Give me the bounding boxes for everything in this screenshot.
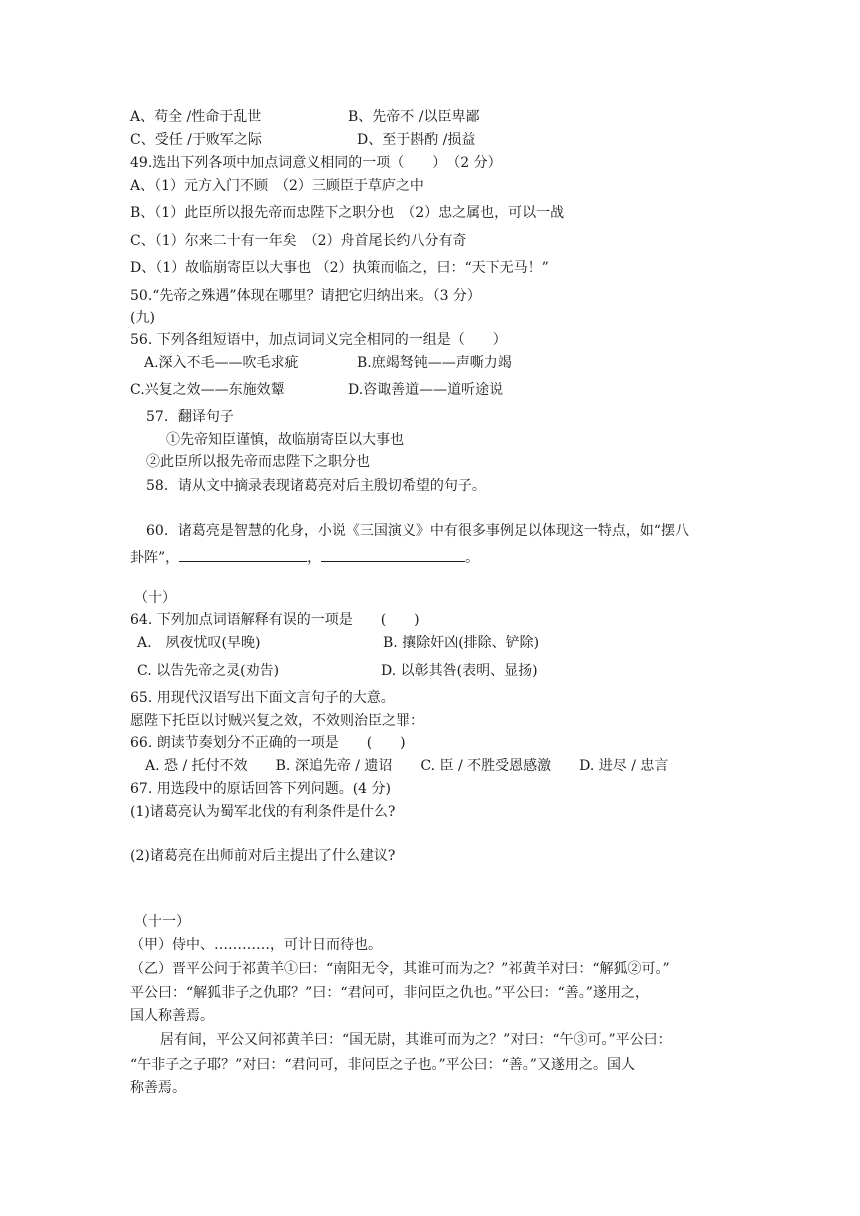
q60-text-2: ，: [307, 550, 322, 566]
q49-option-d: D、（1）故临崩寄臣以大事也 （2）执策而临之，曰：“天下无马！”: [130, 260, 549, 276]
q57-sentence-2: ②此臣所以报先帝而忠陛下之职分也: [146, 454, 370, 470]
passage-yi-line-5: “午非子之子耶？”对曰：“君问可，非问臣之子也。”平公曰：“善。”又遂用之。国人: [130, 1057, 635, 1073]
q60-text-3: 。: [465, 550, 480, 566]
passage-yi-line-2: 平公曰：“解狐非子之仇耶？”曰：“君问可，非问臣之仇也。”平公曰：“善。”遂用之，: [130, 985, 649, 1001]
q60-continuation: [130, 546, 479, 568]
q49-option-b: B、（1）此臣所以报先帝而忠陛下之职分也 （2）忠之属也，可以一战: [130, 205, 565, 221]
q65-stem: 65. 用现代汉语写出下面文言句子的大意。: [130, 690, 395, 706]
q56-stem: 56. 下列各组短语中，加点词词义完全相同的一组是（ ）: [130, 332, 507, 348]
q48-option-b: B、先帝不 /以臣卑鄙: [348, 109, 480, 125]
q64-stem: 64. 下列加点词语解释有误的一项是 ( ): [130, 612, 420, 628]
q67-stem: 67. 用选段中的原话回答下列问题。(4 分): [130, 781, 391, 797]
passage-jia: （甲）侍中、…………，可计日而待也。: [130, 937, 382, 953]
q49-stem: 49.选出下列各项中加点词意义相同的一项（ ） （2 分）: [130, 155, 502, 171]
q57-stem: 57．翻译句子: [146, 409, 234, 425]
section-11-heading: （十一）: [134, 914, 190, 930]
q48-option-a: A、苟全 /性命于乱世: [130, 109, 262, 125]
section-9-heading: (九): [130, 310, 155, 326]
section-10-heading: （十）: [134, 590, 176, 606]
q58-stem: 58．请从文中摘录表现诸葛亮对后主殷切希望的句子。: [146, 478, 486, 494]
q56-option-b: B.庶竭驽钝——声嘶力竭: [357, 355, 512, 371]
q66-stem: 66. 朗读节奏划分不正确的一项是 ( ): [130, 735, 406, 751]
q48-option-d: D、至于斟酌 /损益: [357, 132, 476, 148]
q60-stem: 60．诸葛亮是智慧的化身，小说《三国演义》中有很多事例足以体现这一特点，如“摆八: [146, 523, 689, 539]
q56-option-c: C.兴复之效——东施效颦: [130, 382, 285, 398]
passage-yi-line-3: 国人称善焉。: [130, 1008, 214, 1024]
q49-option-c: C、（1）尔来二十有一年矣 （2）舟首尾长约八分有奇: [130, 233, 467, 249]
answer-blank-1[interactable]: [179, 546, 307, 562]
q57-sentence-1: ①先帝知臣谨慎，故临崩寄臣以大事也: [166, 432, 404, 448]
q64-option-b: B. 攘除奸凶(排除、铲除): [383, 635, 540, 651]
q60-text-1: 卦阵”，: [130, 550, 180, 566]
q65-sentence: 愿陛下托臣以讨贼兴复之效，不效则治臣之罪：: [130, 713, 424, 729]
q64-option-c: C. 以告先帝之灵(劝告): [137, 663, 280, 679]
q48-option-c: C、受任 /于败军之际: [130, 132, 262, 148]
q56-option-a: A.深入不毛——吹毛求疵: [144, 355, 299, 371]
q67-part-1: (1)诸葛亮认为蜀军北伐的有利条件是什么?: [130, 804, 396, 820]
q56-option-d: D.咨诹善道——道听途说: [348, 382, 504, 398]
passage-yi-line-6: 称善焉。: [130, 1080, 186, 1096]
q50-stem: 50.“先帝之殊遇”体现在哪里？请把它归纳出来。（3 分）: [130, 288, 481, 304]
q64-option-a: A. 夙夜忧叹(早晚): [137, 635, 261, 651]
q64-option-d: D. 以彰其咎(表明、显扬): [381, 663, 538, 679]
q67-part-2: (2)诸葛亮在出师前对后主提出了什么建议?: [130, 848, 396, 864]
passage-yi-line-4: 居有间，平公又问祁黄羊曰：“国无尉，其谁可而为之？”对曰：“午③可。”平公曰：: [160, 1032, 672, 1048]
answer-blank-2[interactable]: [321, 546, 465, 562]
q49-option-a: A、（1）元方入门不顾 （2）三顾臣于草庐之中: [130, 178, 424, 194]
passage-yi-line-1: （乙）晋平公问于祁黄羊①曰：“南阳无令，其谁可而为之？”祁黄羊对曰：“解狐②可。”: [130, 961, 670, 977]
q66-options: A. 恐 / 托付不效 B. 深追先帝 / 遗诏 C. 臣 / 不胜受恩感激 D. 进尽 / 忠言: [145, 758, 669, 774]
